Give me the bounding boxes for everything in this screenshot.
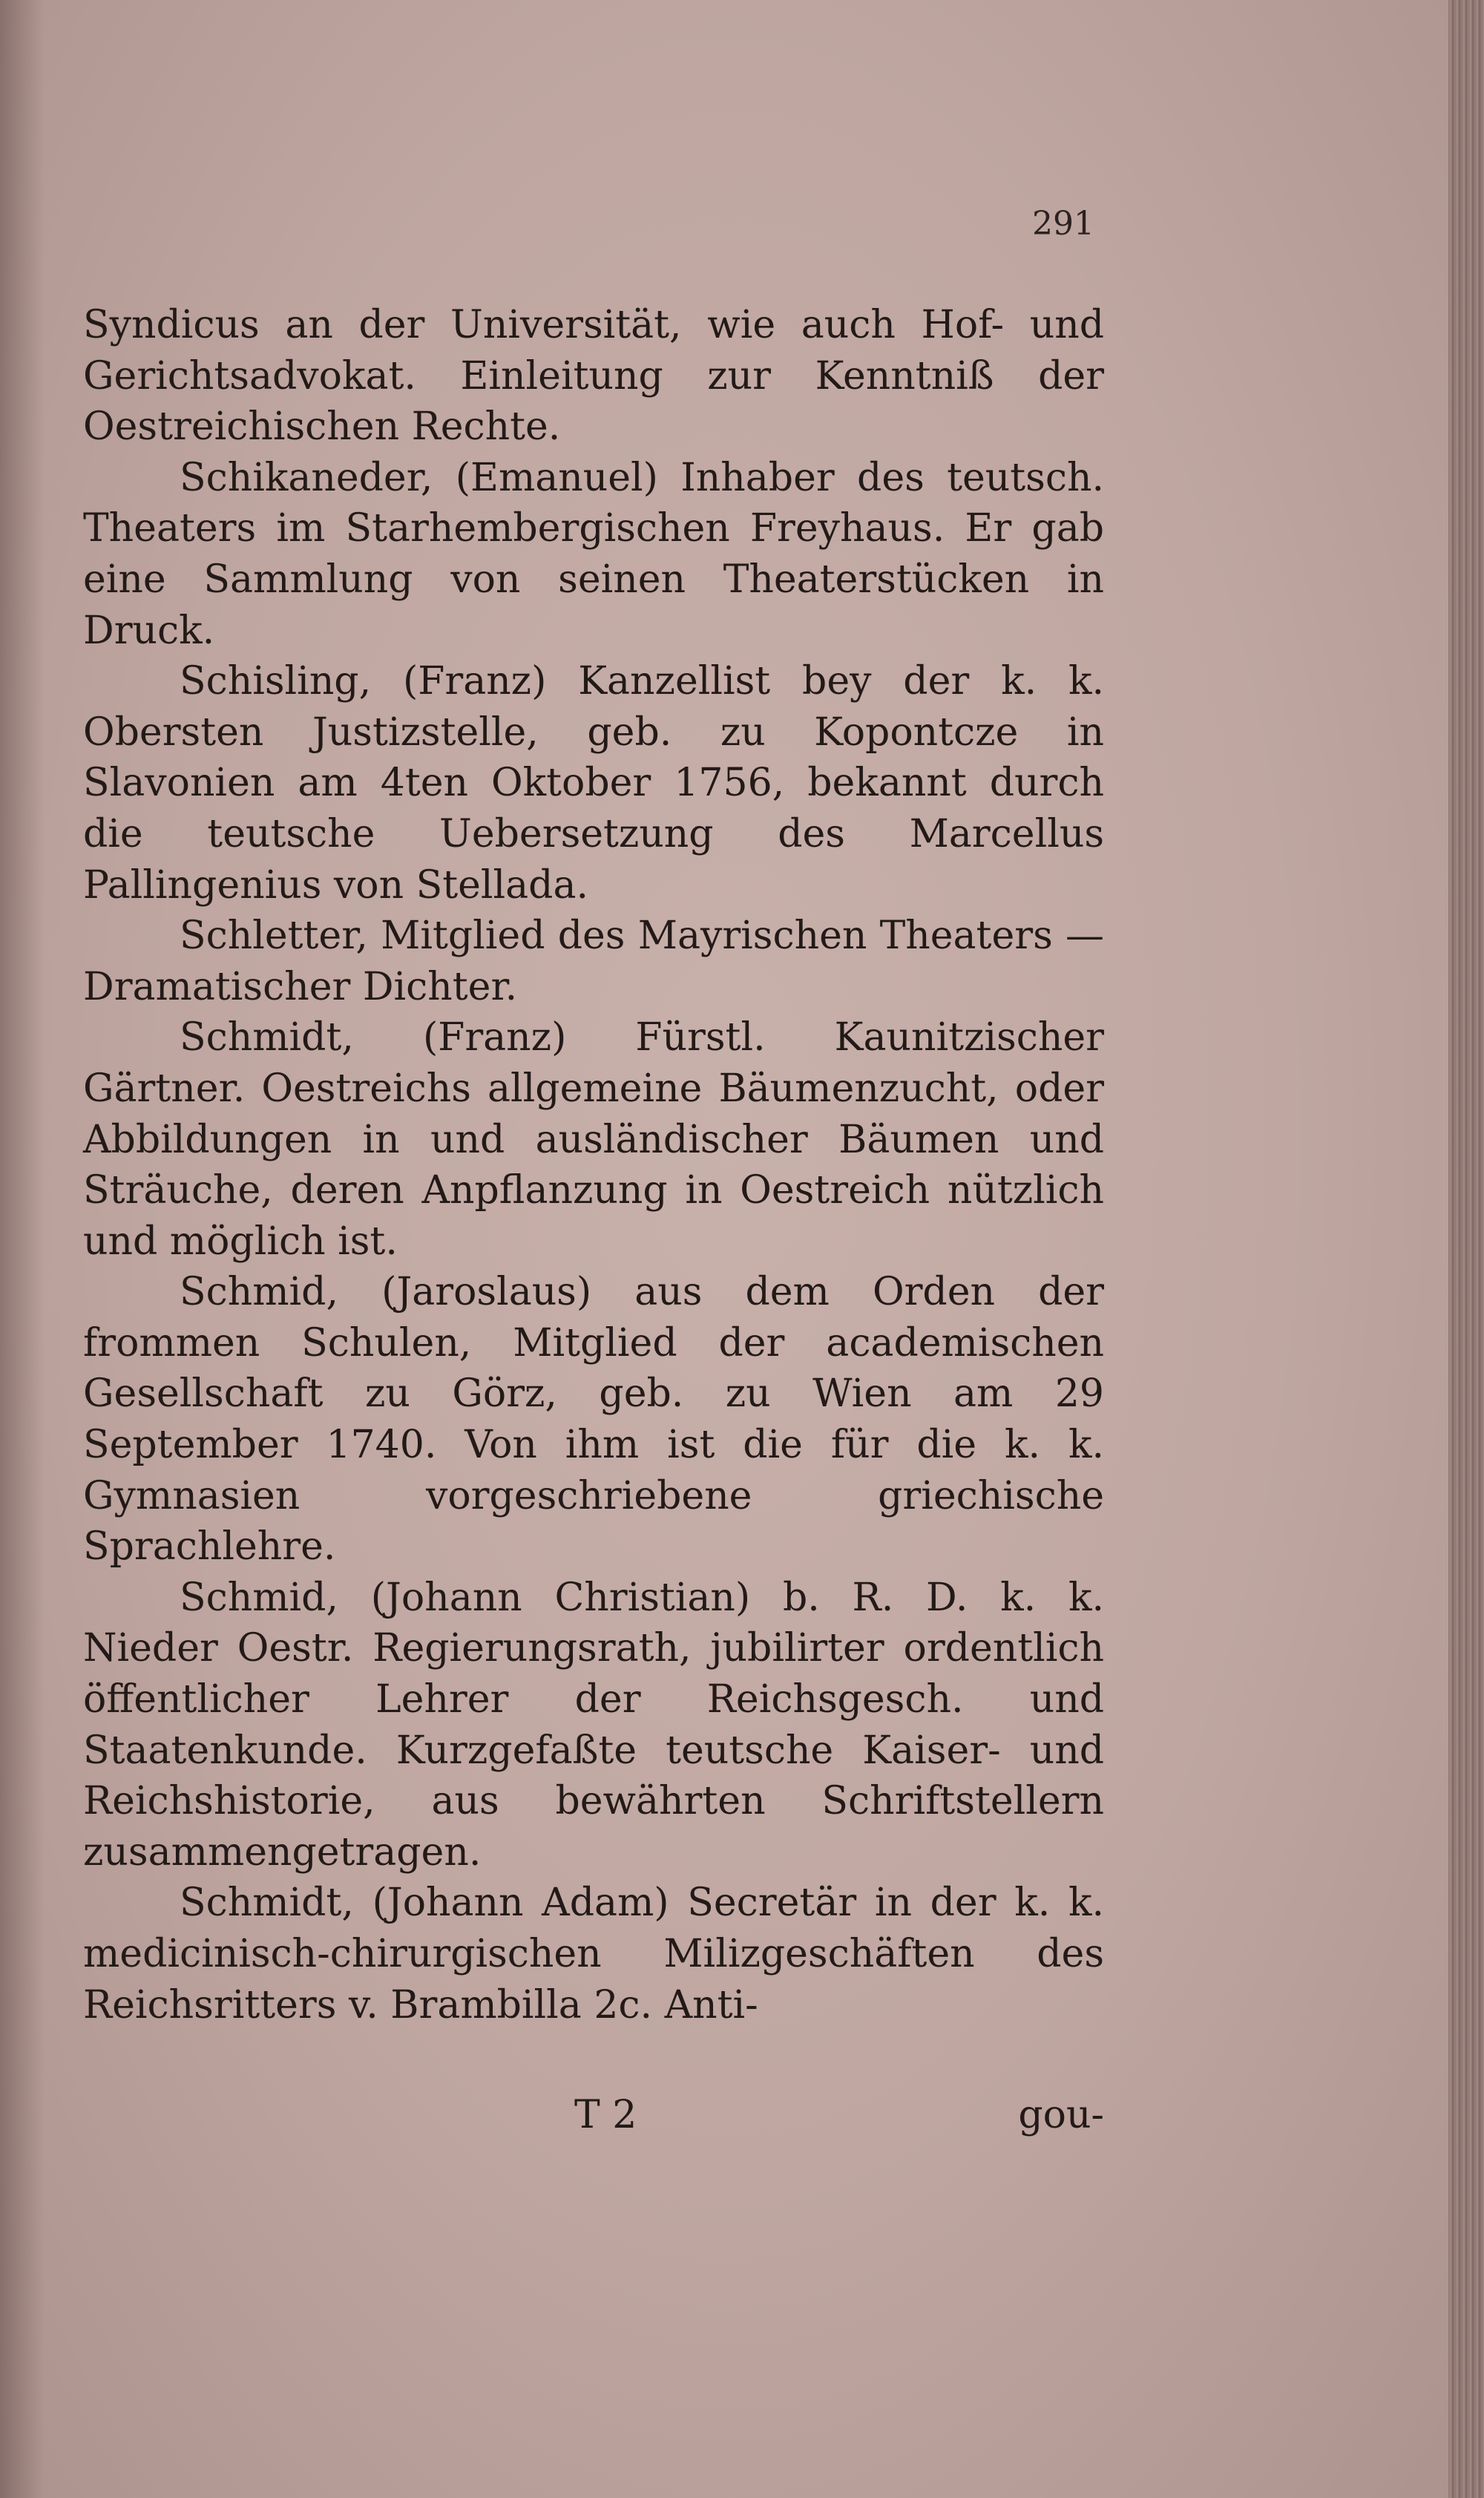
- entry-paragraph: Schmidt, (Franz) Fürstl. Kaunitzischer Gärtner. Oestreichs allgemeine Bäumenzucht, oder Abbildungen in und ausländischer Bäumen und Sträuche, deren Anpflanzung in Oestreich nützlich und möglich ist.: [83, 1015, 1104, 1264]
- signature-mark: T 2: [574, 2093, 637, 2137]
- page-edges: [1448, 0, 1484, 2498]
- text-block: [83, 300, 1104, 2030]
- page-number: 291: [1032, 205, 1094, 243]
- entry-paragraph: Schmid, (Jaroslaus) aus dem Orden der frommen Schulen, Mitglied der academischen Gesellschaft zu Görz, geb. zu Wien am 29 September 1740. Von ihm ist die für die k. k. Gymnasien vorgeschriebene griechische Sprachlehre.: [83, 1270, 1104, 1570]
- page-footer: [83, 2093, 1104, 2145]
- entry-paragraph: Schletter, Mitglied des Mayrischen Theaters — Dramatischer Dichter.: [83, 914, 1104, 1009]
- binding-shadow: [0, 0, 45, 2498]
- entry-paragraph: Schmidt, (Johann Adam) Secretär in der k. k. medicinisch-chirurgischen Milizgeschäften des Reichsritters v. Brambilla 2c. Anti-: [83, 1881, 1104, 2027]
- entry-paragraph: Syndicus an der Universität, wie auch Hof- und Gerichtsadvokat. Einleitung zur Kenntniß der Oestreichischen Rechte.: [83, 303, 1104, 450]
- catchword: gou-: [1018, 2093, 1104, 2137]
- entry-paragraph: Schisling, (Franz) Kanzellist bey der k. k. Obersten Justizstelle, geb. zu Kopontcze in Slavonien am 4ten Oktober 1756, bekannt durch die teutsche Uebersetzung des Marcellus Pallingenius von Stellada.: [83, 659, 1104, 908]
- entry-paragraph: Schmid, (Johann Christian) b. R. D. k. k. Nieder Oestr. Regierungsrath, jubilirter ordentlich öffentlicher Lehrer der Reichsgesch. und Staatenkunde. Kurzgefaßte teutsche Kaiser- und Reichshistorie, aus bewährten Schriftstellern zusammengetragen.: [83, 1575, 1104, 1875]
- entry-paragraph: Schikaneder, (Emanuel) Inhaber des teutsch. Theaters im Starhembergischen Freyhaus. Er gab eine Sammlung von seinen Theaterstücken in Druck.: [83, 455, 1104, 653]
